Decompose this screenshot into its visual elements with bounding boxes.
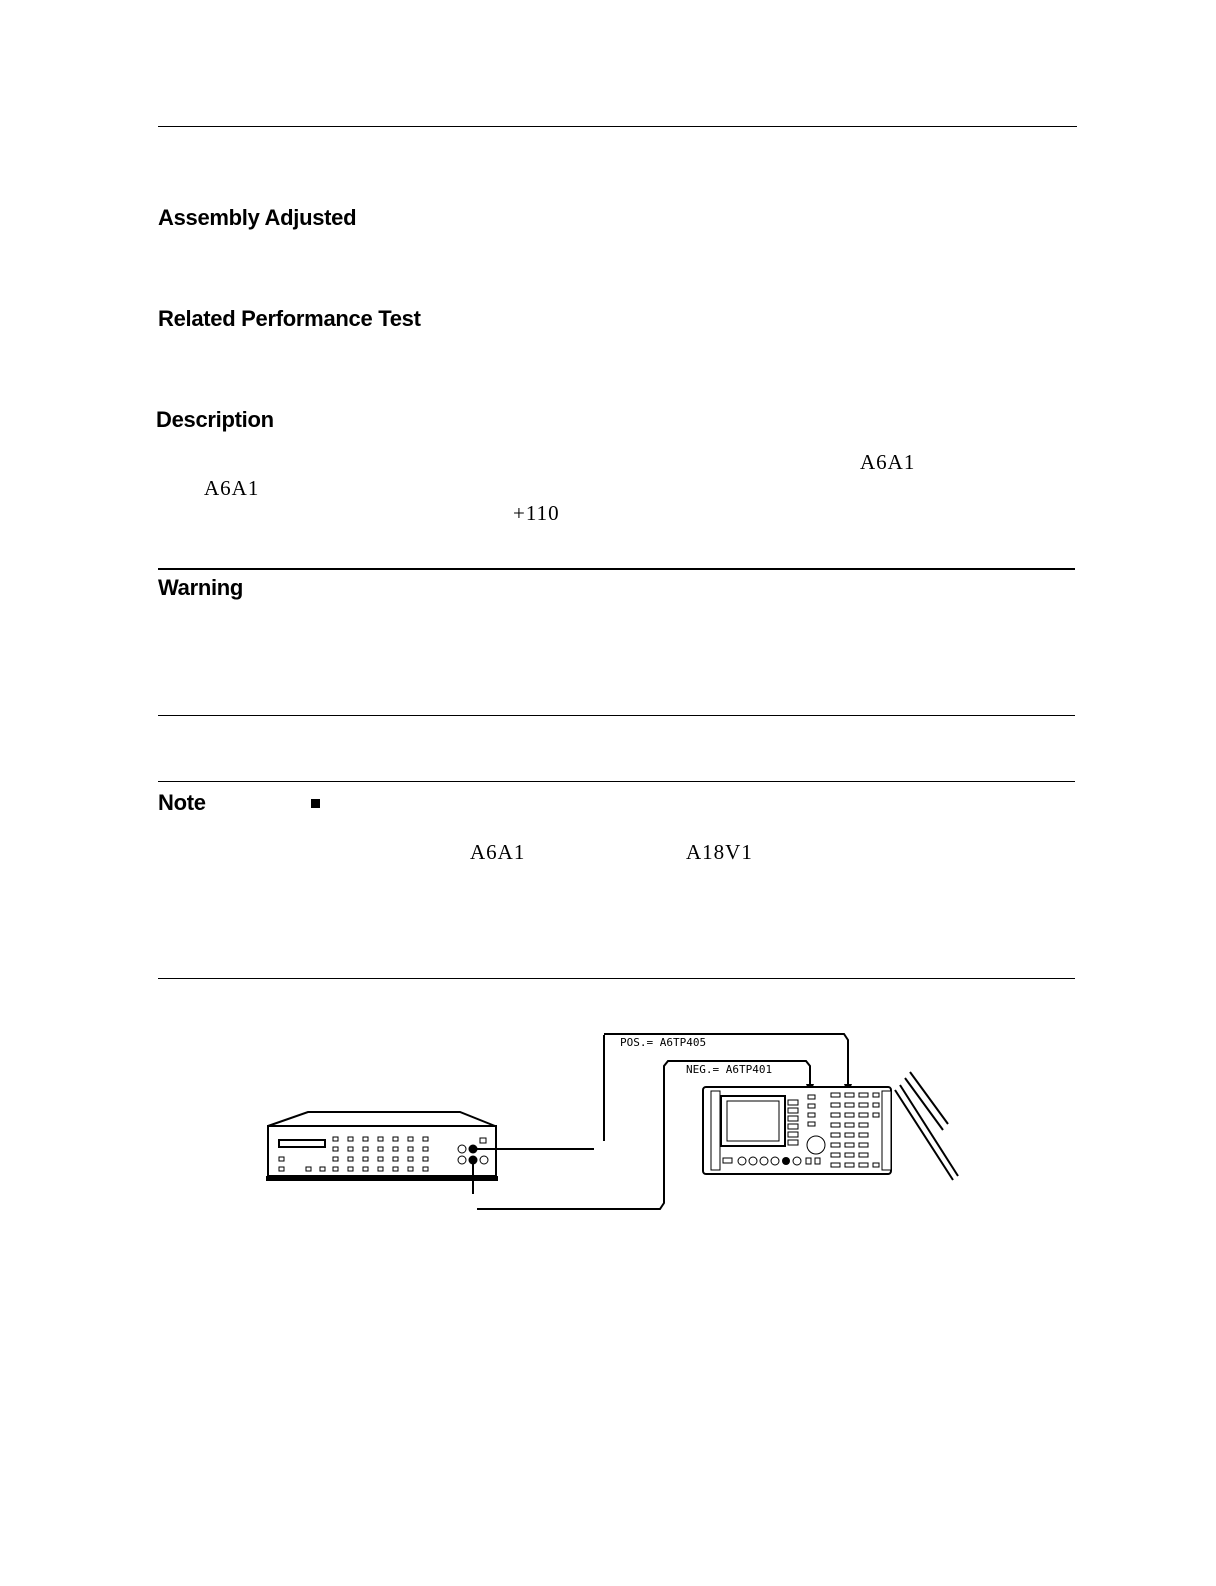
spectrum-analyzer-icon	[703, 1087, 891, 1174]
power-cord	[895, 1072, 958, 1180]
description-heading: Description	[156, 407, 274, 432]
description-voltage: +110	[513, 501, 560, 525]
note-ref-1: A6A1	[470, 840, 526, 864]
neg-probe-label: NEG.= A6TP401	[686, 1063, 773, 1076]
note-heading: Note	[158, 790, 206, 815]
pos-probe-label: POS.= A6TP405	[620, 1036, 707, 1049]
assembly-adjusted-heading: Assembly Adjusted	[158, 205, 357, 230]
description-ref-1: A6A1	[860, 450, 916, 474]
note-ref-2: A18V1	[686, 840, 753, 864]
description-ref-2: A6A1	[204, 476, 260, 500]
warning-heading: Warning	[158, 575, 244, 600]
related-performance-test-heading: Related Performance Test	[158, 306, 421, 331]
voltmeter-icon	[266, 1112, 498, 1181]
